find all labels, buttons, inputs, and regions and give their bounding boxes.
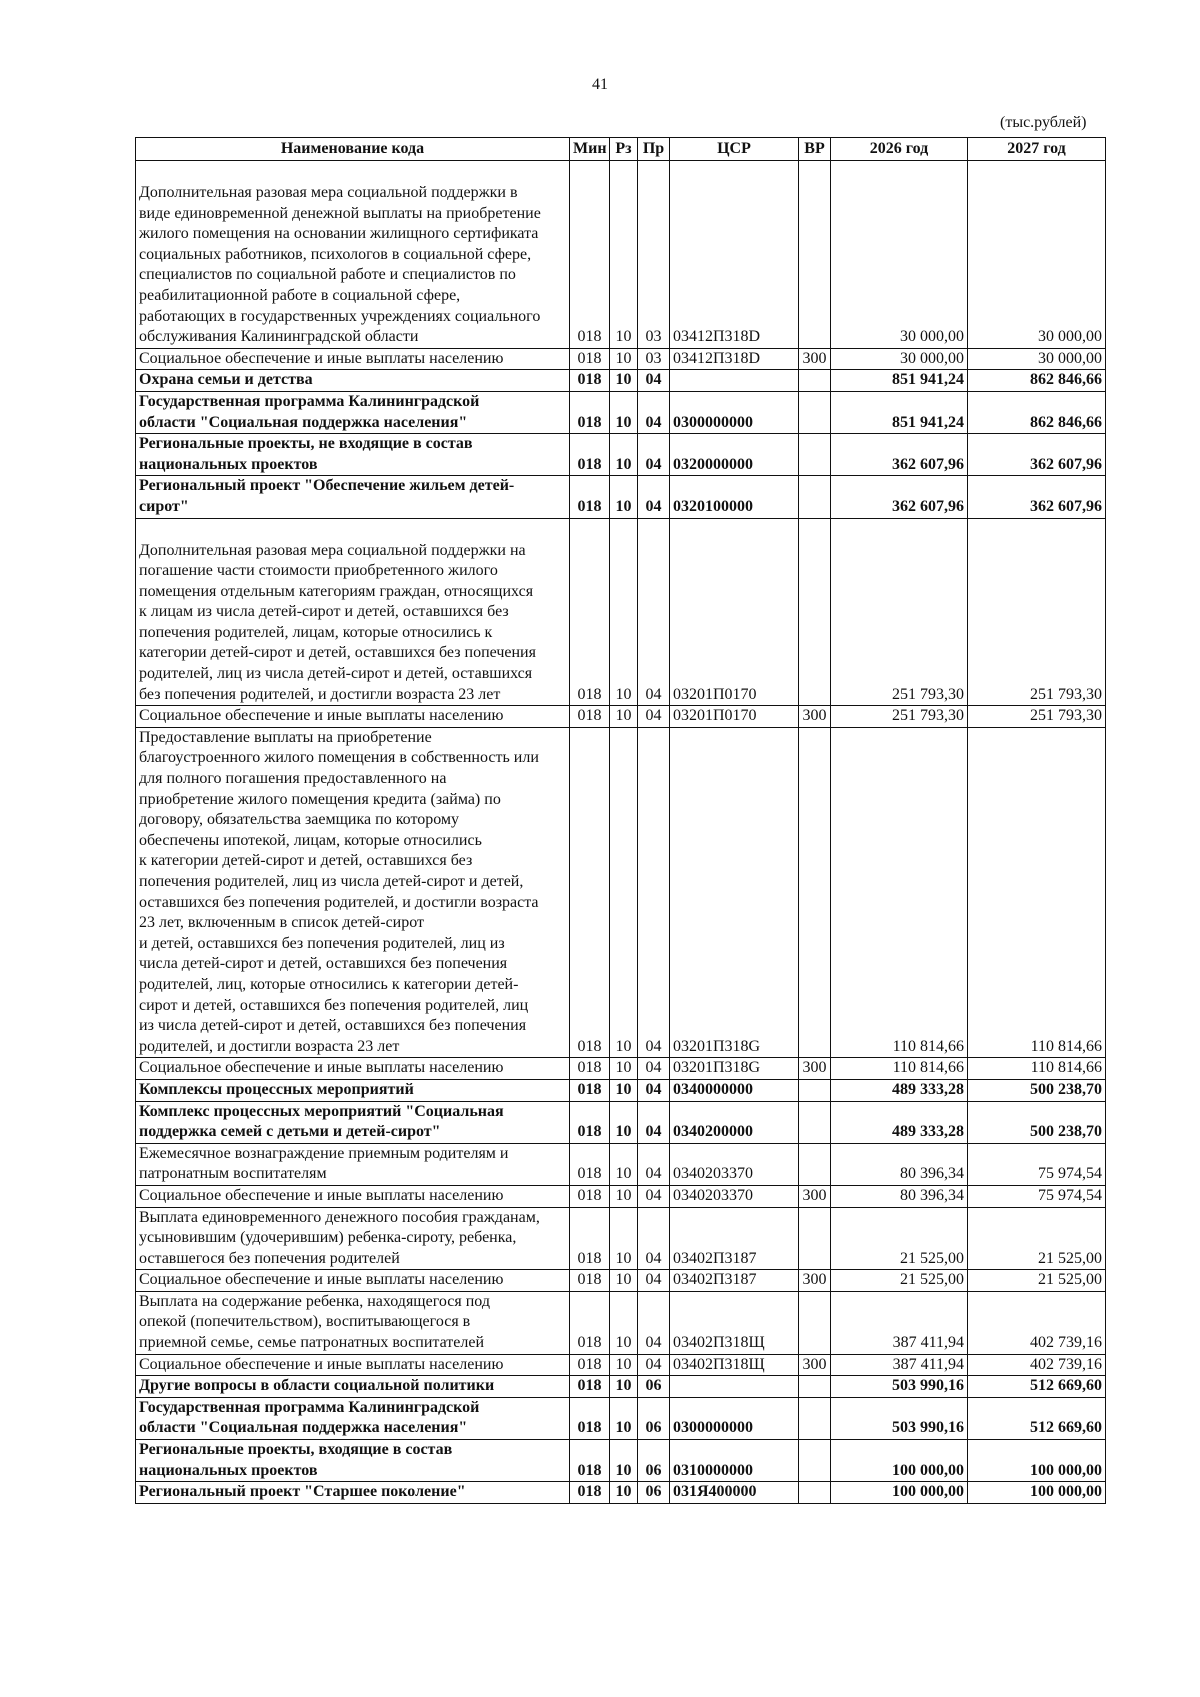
cell-min: 018 <box>570 1397 610 1439</box>
cell-csr: 0340000000 <box>670 1079 799 1101</box>
name-line: Региональный проект "Старшее поколение" <box>139 1483 466 1501</box>
cell-2026: 110 814,66 <box>831 727 968 1058</box>
name-line: к категории детей-сирот и детей, оставшихся без <box>139 852 473 870</box>
cell-rz: 10 <box>610 1058 638 1080</box>
cell-pr: 04 <box>638 518 670 706</box>
cell-2027: 512 669,60 <box>968 1376 1106 1398</box>
name-line: Региональные проекты, входящие в состав <box>139 1441 453 1459</box>
cell-csr: 0320000000 <box>670 434 799 476</box>
cell-pr: 04 <box>638 727 670 1058</box>
table-row <box>136 1440 1106 1482</box>
cell-rz: 10 <box>610 391 638 433</box>
cell-vr <box>799 1440 831 1482</box>
cell-pr: 04 <box>638 1058 670 1080</box>
name-line: родителей, и достигли возраста 23 лет <box>139 1037 400 1055</box>
cell-rz: 10 <box>610 1291 638 1354</box>
cell-rz: 10 <box>610 1185 638 1207</box>
cell-vr: 300 <box>799 348 831 370</box>
cell-vr <box>799 434 831 476</box>
cell-2026: 80 396,34 <box>831 1143 968 1185</box>
cell-csr: 03201П0170 <box>670 706 799 728</box>
cell-2026: 110 814,66 <box>831 1058 968 1080</box>
name-line: области "Социальная поддержка населения" <box>139 1419 468 1437</box>
cell-csr: 03402П318Щ <box>670 1291 799 1354</box>
cell-2027: 862 846,66 <box>968 391 1106 433</box>
cell-pr: 04 <box>638 1143 670 1185</box>
name-line: виде единовременной денежной выплаты на приобретение <box>139 204 541 222</box>
cell-min: 018 <box>570 1101 610 1143</box>
name-line: социальных работников, психологов в социальной сфере, <box>139 245 532 263</box>
header-csr: ЦСР <box>670 138 799 161</box>
cell-name <box>136 391 570 433</box>
table-row <box>136 1185 1106 1207</box>
table-row <box>136 1270 1106 1292</box>
table-row <box>136 518 1106 706</box>
cell-2026: 251 793,30 <box>831 706 968 728</box>
cell-2026: 387 411,94 <box>831 1354 968 1376</box>
cell-2026: 503 990,16 <box>831 1376 968 1398</box>
name-line: Дополнительная разовая мера социальной поддержки на <box>139 541 526 559</box>
cell-pr: 04 <box>638 1185 670 1207</box>
cell-2027: 500 238,70 <box>968 1101 1106 1143</box>
name-line: Социальное обеспечение и иные выплаты населению <box>139 1186 504 1204</box>
cell-2027: 75 974,54 <box>968 1185 1106 1207</box>
cell-pr: 06 <box>638 1397 670 1439</box>
cell-2027: 500 238,70 <box>968 1079 1106 1101</box>
name-line: Социальное обеспечение и иные выплаты населению <box>139 349 504 367</box>
header-min: Мин <box>570 138 610 161</box>
name-line: договору, обязательства заемщика по которому <box>139 811 460 829</box>
cell-pr: 04 <box>638 476 670 518</box>
cell-pr: 03 <box>638 161 670 349</box>
cell-2026: 489 333,28 <box>831 1079 968 1101</box>
cell-csr: 0310000000 <box>670 1440 799 1482</box>
cell-rz: 10 <box>610 1440 638 1482</box>
cell-2026: 21 525,00 <box>831 1270 968 1292</box>
cell-rz: 10 <box>610 1207 638 1270</box>
budget-table <box>135 137 1106 1504</box>
name-line: Охрана семьи и детства <box>139 371 313 389</box>
cell-vr <box>799 391 831 433</box>
cell-csr: 03402П318Щ <box>670 1354 799 1376</box>
table-row <box>136 1291 1106 1354</box>
table-row <box>136 1207 1106 1270</box>
name-line: Социальное обеспечение и иные выплаты населению <box>139 1059 504 1077</box>
cell-min: 018 <box>570 1482 610 1504</box>
name-line: к лицам из числа детей-сирот и детей, оставшихся без <box>139 603 509 621</box>
name-line: Региональные проекты, не входящие в состав <box>139 435 473 453</box>
name-line: Социальное обеспечение и иные выплаты населению <box>139 707 504 725</box>
table-row <box>136 161 1106 349</box>
name-line: 23 лет, включенным в список детей-сирот <box>139 914 425 932</box>
cell-rz: 10 <box>610 1079 638 1101</box>
name-line: из числа детей-сирот и детей, оставшихся без попечения <box>139 1017 527 1035</box>
cell-vr <box>799 1207 831 1270</box>
cell-name <box>136 1207 570 1270</box>
cell-name <box>136 1079 570 1101</box>
cell-rz: 10 <box>610 1270 638 1292</box>
name-line: Государственная программа Калининградской <box>139 1398 480 1416</box>
cell-csr: 03201П0170 <box>670 518 799 706</box>
cell-rz: 10 <box>610 476 638 518</box>
cell-rz: 10 <box>610 370 638 392</box>
cell-2026: 362 607,96 <box>831 476 968 518</box>
name-line: реабилитационной работе в социальной сфере, <box>139 286 461 304</box>
name-line: Региональный проект "Обеспечение жильем детей- <box>139 477 515 495</box>
name-line: для полного погашения предоставленного на <box>139 770 447 788</box>
name-line: сирот и детей, оставшихся без попечения родителей, лиц <box>139 996 529 1014</box>
cell-min: 018 <box>570 391 610 433</box>
cell-2026: 21 525,00 <box>831 1207 968 1270</box>
cell-vr <box>799 161 831 349</box>
cell-2026: 100 000,00 <box>831 1440 968 1482</box>
cell-vr <box>799 1291 831 1354</box>
cell-name <box>136 1440 570 1482</box>
cell-rz: 10 <box>610 434 638 476</box>
cell-name <box>136 518 570 706</box>
cell-pr: 06 <box>638 1376 670 1398</box>
cell-csr: 0340203370 <box>670 1143 799 1185</box>
cell-pr: 04 <box>638 1291 670 1354</box>
cell-2026: 851 941,24 <box>831 391 968 433</box>
name-line: родителей, лиц, которые относились к категории детей- <box>139 975 519 993</box>
table-row <box>136 1079 1106 1101</box>
name-line: Ежемесячное вознаграждение приемным родителям и <box>139 1144 509 1162</box>
cell-2027: 362 607,96 <box>968 476 1106 518</box>
cell-2027: 30 000,00 <box>968 161 1106 349</box>
cell-min: 018 <box>570 518 610 706</box>
cell-min: 018 <box>570 1354 610 1376</box>
cell-min: 018 <box>570 476 610 518</box>
cell-name <box>136 434 570 476</box>
cell-name <box>136 1101 570 1143</box>
cell-2026: 387 411,94 <box>831 1291 968 1354</box>
name-line: и детей, оставшихся без попечения родителей, лиц из <box>139 934 505 952</box>
header-2027: 2027 год <box>968 138 1106 161</box>
name-line: обеспечены ипотекой, лицам, которые относились <box>139 831 482 849</box>
cell-min: 018 <box>570 1058 610 1080</box>
name-line: поддержка семей с детьми и детей-сирот" <box>139 1123 441 1141</box>
cell-csr <box>670 1376 799 1398</box>
cell-2027: 402 739,16 <box>968 1354 1106 1376</box>
cell-name <box>136 161 570 349</box>
cell-min: 018 <box>570 1376 610 1398</box>
cell-vr <box>799 1101 831 1143</box>
cell-min: 018 <box>570 348 610 370</box>
name-line: патронатным воспитателям <box>139 1165 327 1183</box>
cell-rz: 10 <box>610 727 638 1058</box>
cell-name <box>136 1058 570 1080</box>
cell-rz: 10 <box>610 1397 638 1439</box>
name-line: Социальное обеспечение и иные выплаты населению <box>139 1355 504 1373</box>
table-body <box>136 161 1106 1504</box>
cell-2026: 851 941,24 <box>831 370 968 392</box>
cell-name <box>136 1291 570 1354</box>
name-line: обслуживания Калининградской области <box>139 328 419 346</box>
table-row <box>136 1482 1106 1504</box>
name-line: родителей, лиц из числа детей-сирот и детей, оставшихся <box>139 665 533 683</box>
name-line: жилого помещения на основании жилищного сертификата <box>139 225 539 243</box>
cell-name <box>136 370 570 392</box>
cell-2026: 503 990,16 <box>831 1397 968 1439</box>
cell-min: 018 <box>570 1440 610 1482</box>
name-line: числа детей-сирот и детей, оставшихся без попечения <box>139 955 508 973</box>
cell-name <box>136 1354 570 1376</box>
cell-min: 018 <box>570 161 610 349</box>
cell-2027: 512 669,60 <box>968 1397 1106 1439</box>
cell-pr: 04 <box>638 1207 670 1270</box>
cell-pr: 06 <box>638 1440 670 1482</box>
cell-rz: 10 <box>610 348 638 370</box>
cell-name <box>136 1397 570 1439</box>
cell-vr: 300 <box>799 706 831 728</box>
cell-rz: 10 <box>610 1354 638 1376</box>
name-line: Комплекс процессных мероприятий "Социальная <box>139 1102 504 1120</box>
name-line: попечения родителей, лицам, которые относились к <box>139 623 493 641</box>
cell-pr: 04 <box>638 706 670 728</box>
cell-rz: 10 <box>610 161 638 349</box>
cell-rz: 10 <box>610 518 638 706</box>
cell-min: 018 <box>570 727 610 1058</box>
cell-2027: 30 000,00 <box>968 348 1106 370</box>
cell-pr: 04 <box>638 1101 670 1143</box>
name-line: категории детей-сирот и детей, оставшихся без попечения <box>139 644 536 662</box>
cell-name <box>136 727 570 1058</box>
cell-csr: 0340200000 <box>670 1101 799 1143</box>
cell-vr: 300 <box>799 1058 831 1080</box>
cell-2027: 251 793,30 <box>968 518 1106 706</box>
table-row <box>136 370 1106 392</box>
cell-pr: 04 <box>638 1079 670 1101</box>
cell-2027: 21 525,00 <box>968 1270 1106 1292</box>
cell-csr: 031Я400000 <box>670 1482 799 1504</box>
cell-2027: 402 739,16 <box>968 1291 1106 1354</box>
cell-2027: 110 814,66 <box>968 727 1106 1058</box>
cell-min: 018 <box>570 1079 610 1101</box>
cell-vr: 300 <box>799 1185 831 1207</box>
cell-2026: 100 000,00 <box>831 1482 968 1504</box>
name-line: благоустроенного жилого помещения в собственность или <box>139 749 539 767</box>
name-line: приемной семье, семье патронатных воспитателей <box>139 1334 484 1352</box>
name-line: Выплата на содержание ребенка, находящегося под <box>139 1292 490 1310</box>
cell-pr: 03 <box>638 348 670 370</box>
table-row <box>136 727 1106 1058</box>
table-row <box>136 1397 1106 1439</box>
cell-name <box>136 348 570 370</box>
cell-pr: 04 <box>638 434 670 476</box>
cell-2027: 110 814,66 <box>968 1058 1106 1080</box>
cell-2026: 30 000,00 <box>831 161 968 349</box>
cell-vr <box>799 370 831 392</box>
name-line: Другие вопросы в области социальной политики <box>139 1377 495 1395</box>
name-line: специалистов по социальной работе и специалистов по <box>139 266 516 284</box>
cell-vr <box>799 1143 831 1185</box>
table-row <box>136 1354 1106 1376</box>
cell-vr <box>799 518 831 706</box>
cell-csr: 03201П318G <box>670 727 799 1058</box>
table-row <box>136 1376 1106 1398</box>
name-line: Предоставление выплаты на приобретение <box>139 728 432 746</box>
cell-pr: 04 <box>638 1354 670 1376</box>
cell-min: 018 <box>570 1207 610 1270</box>
cell-2027: 100 000,00 <box>968 1440 1106 1482</box>
cell-pr: 04 <box>638 391 670 433</box>
cell-2027: 21 525,00 <box>968 1207 1106 1270</box>
cell-csr: 03201П318G <box>670 1058 799 1080</box>
cell-rz: 10 <box>610 706 638 728</box>
cell-name <box>136 706 570 728</box>
cell-name <box>136 476 570 518</box>
table-row <box>136 1058 1106 1080</box>
cell-vr <box>799 476 831 518</box>
cell-name <box>136 1482 570 1504</box>
cell-vr <box>799 727 831 1058</box>
cell-csr: 03402П3187 <box>670 1207 799 1270</box>
header-rz: Рз <box>610 138 638 161</box>
cell-min: 018 <box>570 1185 610 1207</box>
name-line: опекой (попечительством), воспитывающегося в <box>139 1313 471 1331</box>
cell-min: 018 <box>570 370 610 392</box>
cell-2027: 362 607,96 <box>968 434 1106 476</box>
page-number: 41 <box>592 76 608 93</box>
header-2026: 2026 год <box>831 138 968 161</box>
cell-csr: 03412П318D <box>670 161 799 349</box>
cell-name <box>136 1376 570 1398</box>
name-line: работающих в государственных учреждениях социального <box>139 307 541 325</box>
cell-2026: 80 396,34 <box>831 1185 968 1207</box>
cell-name <box>136 1270 570 1292</box>
table-row <box>136 476 1106 518</box>
cell-vr <box>799 1079 831 1101</box>
name-line: усыновившим (удочерившим) ребенка-сироту, ребенка, <box>139 1229 517 1247</box>
cell-name <box>136 1143 570 1185</box>
name-line: Государственная программа Калининградской <box>139 392 480 410</box>
cell-rz: 10 <box>610 1101 638 1143</box>
cell-pr: 06 <box>638 1482 670 1504</box>
name-line: попечения родителей, лиц из числа детей-сирот и детей, <box>139 873 524 890</box>
name-line: оставшихся без попечения родителей, и достигли возраста <box>139 893 539 911</box>
name-line: сирот" <box>139 497 189 515</box>
table-row <box>136 391 1106 433</box>
cell-2027: 100 000,00 <box>968 1482 1106 1504</box>
cell-2026: 251 793,30 <box>831 518 968 706</box>
table-row <box>136 348 1106 370</box>
cell-2026: 362 607,96 <box>831 434 968 476</box>
cell-csr: 0320100000 <box>670 476 799 518</box>
header-name: Наименование кода <box>136 138 570 161</box>
cell-2027: 75 974,54 <box>968 1143 1106 1185</box>
name-line: погашение части стоимости приобретенного жилого <box>139 562 498 580</box>
cell-csr: 03402П3187 <box>670 1270 799 1292</box>
header-vr: ВР <box>799 138 831 161</box>
cell-vr <box>799 1376 831 1398</box>
cell-csr: 0300000000 <box>670 391 799 433</box>
name-line: Социальное обеспечение и иные выплаты населению <box>139 1271 504 1289</box>
cell-pr: 04 <box>638 1270 670 1292</box>
cell-min: 018 <box>570 706 610 728</box>
cell-rz: 10 <box>610 1376 638 1398</box>
table-row <box>136 434 1106 476</box>
cell-pr: 04 <box>638 370 670 392</box>
cell-csr: 03412П318D <box>670 348 799 370</box>
cell-2026: 30 000,00 <box>831 348 968 370</box>
cell-2027: 862 846,66 <box>968 370 1106 392</box>
cell-min: 018 <box>570 1291 610 1354</box>
units-label: (тыс.рублей) <box>1000 114 1087 131</box>
name-line: национальных проектов <box>139 1461 318 1479</box>
cell-vr <box>799 1482 831 1504</box>
cell-csr <box>670 370 799 392</box>
cell-vr <box>799 1397 831 1439</box>
cell-rz: 10 <box>610 1482 638 1504</box>
name-line: оставшегося без попечения родителей <box>139 1249 400 1267</box>
cell-csr: 0340203370 <box>670 1185 799 1207</box>
cell-vr: 300 <box>799 1270 831 1292</box>
name-line: помещения отдельным категориям граждан, относящихся <box>139 582 534 600</box>
cell-csr: 0300000000 <box>670 1397 799 1439</box>
table-row <box>136 1101 1106 1143</box>
name-line: области "Социальная поддержка населения" <box>139 413 468 431</box>
name-line: национальных проектов <box>139 455 318 473</box>
cell-min: 018 <box>570 1270 610 1292</box>
name-line: без попечения родителей, и достигли возраста 23 лет <box>139 685 501 703</box>
cell-vr: 300 <box>799 1354 831 1376</box>
table-header <box>136 138 1106 161</box>
cell-2026: 489 333,28 <box>831 1101 968 1143</box>
name-line: Дополнительная разовая мера социальной поддержки в <box>139 184 518 201</box>
cell-2027: 251 793,30 <box>968 706 1106 728</box>
cell-min: 018 <box>570 434 610 476</box>
name-line: Выплата единовременного денежного пособия гражданам, <box>139 1208 540 1226</box>
name-line: приобретение жилого помещения кредита (займа) по <box>139 790 501 808</box>
table-row <box>136 706 1106 728</box>
table-row <box>136 1143 1106 1185</box>
header-pr: Пр <box>638 138 670 161</box>
cell-rz: 10 <box>610 1143 638 1185</box>
cell-min: 018 <box>570 1143 610 1185</box>
cell-name <box>136 1185 570 1207</box>
name-line: Комплексы процессных мероприятий <box>139 1080 414 1098</box>
